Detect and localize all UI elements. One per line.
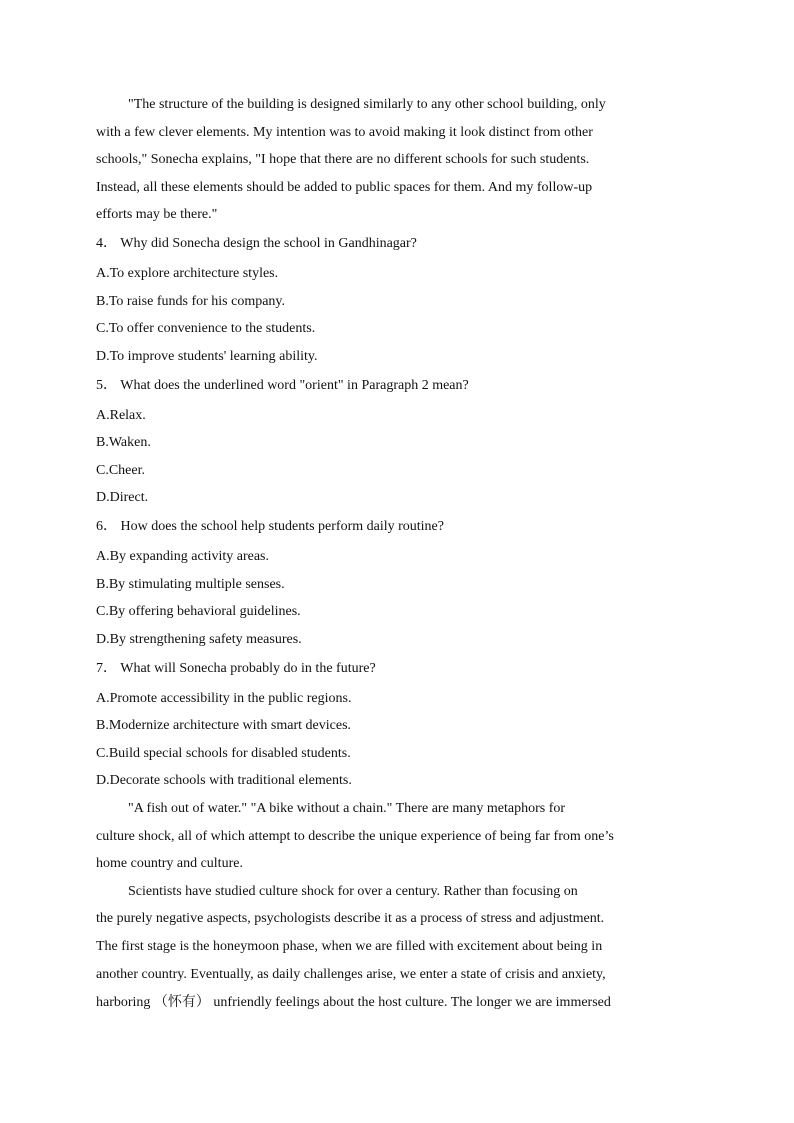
passage-line: home country and culture. bbox=[96, 856, 243, 871]
passage-line: with a few clever elements. My intention was to avoid making it look distinct from other bbox=[96, 125, 593, 140]
passage-line: harboring （怀有） unfriendly feelings about the host culture. The longer we are immersed bbox=[96, 995, 611, 1010]
question-6-option-c: C.By offering behavioral guidelines. bbox=[96, 604, 301, 619]
passage-line: the purely negative aspects, psychologists describe it as a process of stress and adjustment. bbox=[96, 911, 605, 926]
question-6-option-b: B.By stimulating multiple senses. bbox=[96, 577, 285, 592]
question-7-option-c: C.Build special schools for disabled students. bbox=[96, 746, 351, 761]
question-5-option-b: B.Waken. bbox=[96, 435, 151, 450]
question-4-stem: 4． Why did Sonecha design the school in Gandhinagar? bbox=[96, 236, 417, 251]
question-4-option-a: A.To explore architecture styles. bbox=[96, 266, 279, 281]
question-7-option-b: B.Modernize architecture with smart devices. bbox=[96, 718, 352, 733]
question-5-option-a: A.Relax. bbox=[96, 408, 146, 423]
question-5-option-c: C.Cheer. bbox=[96, 463, 145, 478]
question-5-option-d: D.Direct. bbox=[96, 490, 149, 505]
passage-line: "A fish out of water." "A bike without a chain." There are many metaphors for bbox=[128, 801, 566, 816]
question-4-option-b: B.To raise funds for his company. bbox=[96, 294, 286, 309]
question-5-stem: 5． What does the underlined word "orient" in Paragraph 2 mean? bbox=[96, 378, 469, 393]
passage-line: another country. Eventually, as daily challenges arise, we enter a state of crisis and anxiety, bbox=[96, 967, 606, 982]
passage-line: The first stage is the honeymoon phase, when we are filled with excitement about being in bbox=[96, 939, 603, 954]
question-4-option-d: D.To improve students' learning ability. bbox=[96, 349, 318, 364]
question-6-option-d: D.By strengthening safety measures. bbox=[96, 632, 302, 647]
passage-line: Instead, all these elements should be added to public spaces for them. And my follow-up bbox=[96, 180, 593, 195]
question-4-option-c: C.To offer convenience to the students. bbox=[96, 321, 316, 336]
question-7-stem: 7． What will Sonecha probably do in the future? bbox=[96, 661, 376, 676]
question-6-stem: 6． How does the school help students perform daily routine? bbox=[96, 519, 444, 534]
question-7-option-a: A.Promote accessibility in the public regions. bbox=[96, 691, 352, 706]
passage-line: schools," Sonecha explains, "I hope that there are no different schools for such students. bbox=[96, 152, 590, 167]
passage-line: Scientists have studied culture shock for over a century. Rather than focusing on bbox=[128, 884, 578, 899]
question-6-option-a: A.By expanding activity areas. bbox=[96, 549, 270, 564]
passage-line: "The structure of the building is designed similarly to any other school building, only bbox=[128, 97, 606, 112]
passage-line: culture shock, all of which attempt to describe the unique experience of being far from one’s bbox=[96, 829, 614, 844]
passage-line: efforts may be there." bbox=[96, 207, 218, 222]
question-7-option-d: D.Decorate schools with traditional elements. bbox=[96, 773, 352, 788]
